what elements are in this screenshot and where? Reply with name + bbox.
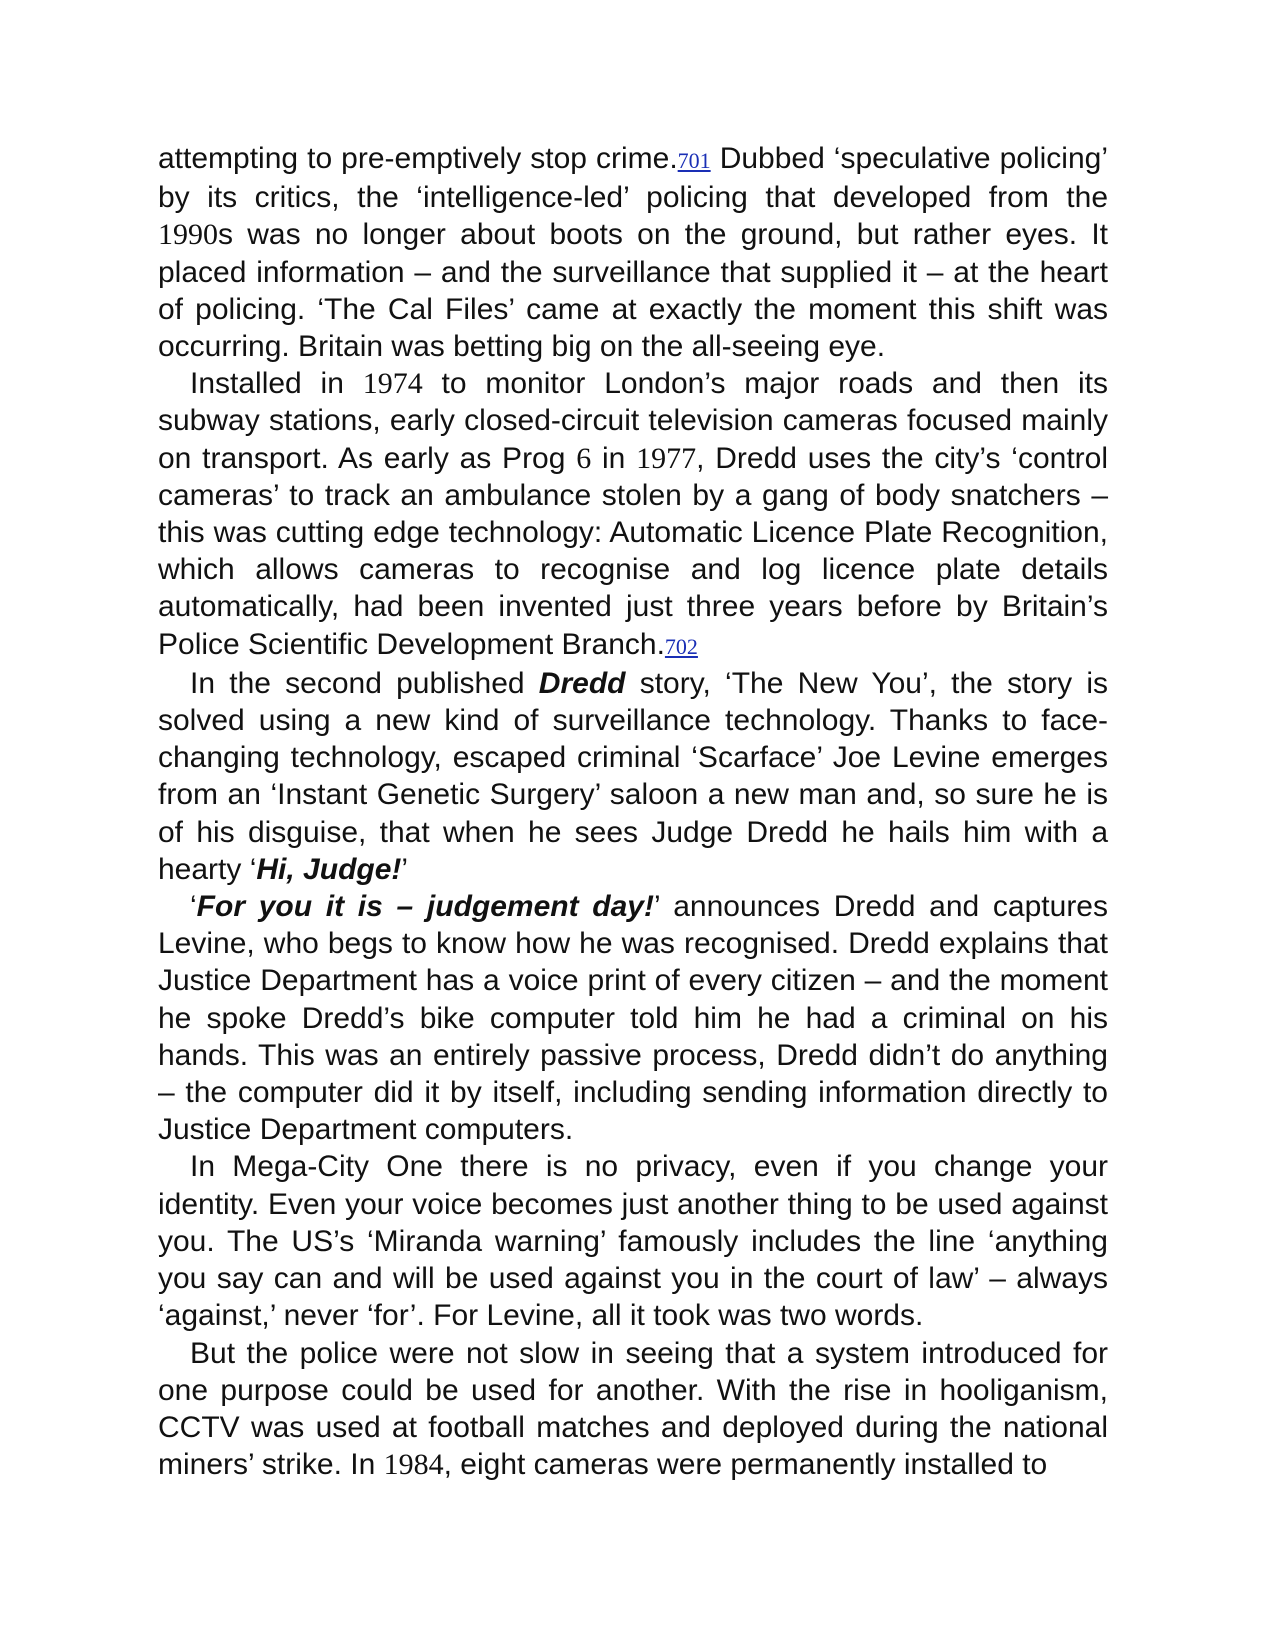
page-body bbox=[158, 140, 1108, 1483]
footnote-link-702[interactable]: 702 bbox=[664, 633, 698, 659]
paragraph-5 bbox=[158, 1148, 1108, 1334]
year: 1990 bbox=[158, 218, 218, 252]
text: , eight cameras were permanently installed to bbox=[443, 1448, 1048, 1482]
text: to monitor London’s major roads and then its subway stations, early closed-circuit television cameras focused mainly on transport. As early as Prog bbox=[158, 367, 1108, 475]
footnote-link-701[interactable]: 701 bbox=[677, 148, 711, 173]
text: But the police were not slow in seeing that a system introduced for one purpose could be used for another. With the rise in hooliganism, CCTV was used at football matches and deployed during the national miners’ strike. In bbox=[158, 1336, 1108, 1482]
emphasis-hi-judge: Hi, Judge! bbox=[256, 852, 402, 886]
text: ’ announces Dredd and captures Levine, who begs to know how he was recognised. Dredd explains that Justice Department has a voice print of every citizen – and the moment he spoke Dredd’s bike computer told him he had a criminal on his hands. This was an entirely passive process, Dredd didn’t do anything – the computer did it by itself, including sending information directly to Justice Department computers. bbox=[158, 890, 1108, 1147]
text: story, ‘The New You’, the story is solved using a new kind of surveillance technology. Thanks to face-changing technology, escaped criminal ‘Scarface’ Joe Levine emerges from an ‘Instant Genetic Surgery’ saloon a new man and, so sure he is of his disguise, that when he sees Judge Dredd he hails him with a hearty ‘ bbox=[158, 666, 1108, 886]
prog-number: 6 bbox=[576, 441, 592, 475]
emphasis-judgement-day: For you it is – judgement day! bbox=[196, 890, 654, 924]
text: Dubbed ‘speculative policing’ by its critics, the ‘intelligence-led’ policing that developed from the bbox=[158, 142, 1108, 215]
text: Installed in bbox=[190, 367, 363, 401]
text: ‘ bbox=[190, 890, 197, 924]
text: in bbox=[591, 441, 637, 475]
paragraph-6 bbox=[158, 1335, 1108, 1484]
paragraph-2 bbox=[158, 365, 1108, 665]
text: s was no longer about boots on the ground, but rather eyes. It placed information – and the surveillance that supplied it – at the heart of policing. ‘The Cal Files’ came at exactly the moment this shift was occurring. Britain was betting big on the all-seeing eye. bbox=[158, 218, 1108, 364]
paragraph-4 bbox=[158, 888, 1108, 1148]
text: attempting to pre-emptively stop crime. bbox=[158, 142, 678, 175]
text: In the second published bbox=[190, 666, 539, 700]
year: 1974 bbox=[362, 367, 423, 401]
paragraph-3 bbox=[158, 665, 1108, 888]
year: 1984 bbox=[383, 1448, 444, 1482]
emphasis-dredd: Dredd bbox=[538, 666, 626, 700]
year: 1977 bbox=[636, 441, 697, 475]
text: In Mega-City One there is no privacy, even if you change your identity. Even your voice becomes just another thing to be used against you. The US’s ‘Miranda warning’ famously includes the line ‘anything you say can and will be used against you in the court of law’ – always ‘against,’ never ‘for’. For Levine, all it took was two words. bbox=[158, 1150, 1108, 1333]
text: ’ bbox=[401, 852, 409, 886]
text: , Dredd uses the city’s ‘control cameras’ to track an ambulance stolen by a gang of body snatchers – this was cutting edge technology: Automatic Licence Plate Recognition, which allows cameras to recognise and log licence plate details automatically, had been invented just three years before by Britain’s Police Scientific Development Branch. bbox=[158, 441, 1108, 661]
paragraph-1 bbox=[158, 140, 1108, 365]
